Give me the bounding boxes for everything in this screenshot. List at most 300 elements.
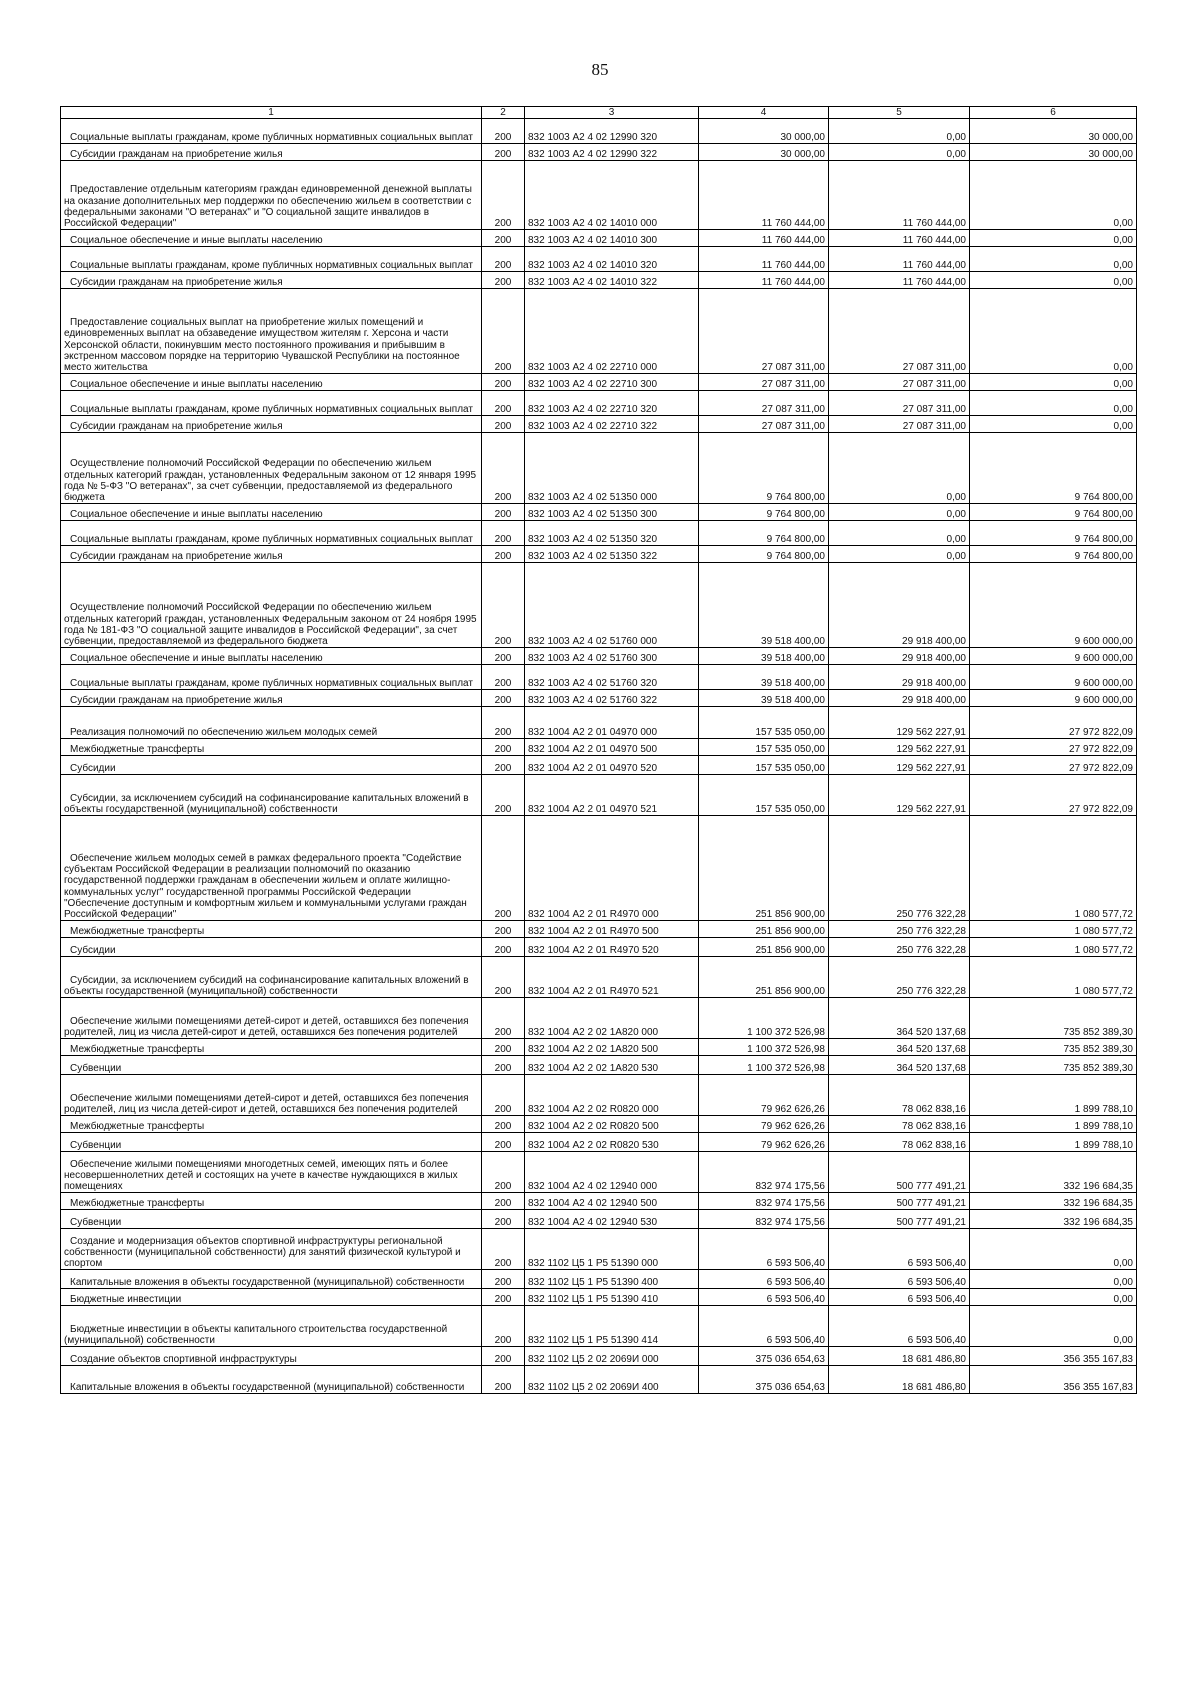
row-description	[61, 272, 482, 289]
row-value-col4: 9 764 800,00	[699, 521, 829, 546]
row-value-col4: 157 535 050,00	[699, 707, 829, 739]
row-value-col6: 0,00	[970, 1270, 1137, 1289]
row-value-col6: 356 355 167,83	[970, 1347, 1137, 1366]
row-description	[61, 546, 482, 563]
row-code: 832 1004 А2 2 02 1А820 000	[525, 998, 699, 1039]
col-header-3: 3	[525, 107, 699, 119]
row-value-col5: 0,00	[829, 521, 970, 546]
row-value-col6: 30 000,00	[970, 144, 1137, 161]
row-value-col6: 1 080 577,72	[970, 957, 1137, 998]
row-value-col5: 6 593 506,40	[829, 1270, 970, 1289]
row-value-col6: 0,00	[970, 391, 1137, 416]
row-value-col4: 79 962 626,26	[699, 1133, 829, 1152]
row-code: 832 1102 Ц5 2 02 2069И 400	[525, 1366, 699, 1394]
row-grbs: 200	[482, 374, 525, 391]
row-value-col4: 6 593 506,40	[699, 1306, 829, 1347]
row-description-text: Создание и модернизация объектов спортивной инфраструктуры региональной собственности (муниципальной собственности) для занятий физической культурой и спортом	[64, 1235, 461, 1269]
row-grbs: 200	[482, 1133, 525, 1152]
row-description	[61, 289, 482, 374]
table-row	[61, 1039, 1137, 1056]
row-value-col5: 29 918 400,00	[829, 648, 970, 665]
row-code: 832 1004 А2 2 02 R0820 000	[525, 1075, 699, 1116]
row-value-col5: 0,00	[829, 433, 970, 504]
row-code: 832 1003 А2 4 02 14010 320	[525, 247, 699, 272]
row-grbs: 200	[482, 1193, 525, 1210]
row-code: 832 1003 А2 4 02 51350 320	[525, 521, 699, 546]
row-value-col5: 78 062 838,16	[829, 1075, 970, 1116]
row-description-text: Субсидии, за исключением субсидий на софинансирование капитальных вложений в объекты государственной (муниципальной) собственности	[64, 974, 469, 997]
header-row	[61, 107, 1137, 119]
row-value-col4: 157 535 050,00	[699, 739, 829, 756]
row-value-col6: 9 600 000,00	[970, 563, 1137, 648]
col-header-5: 5	[829, 107, 970, 119]
row-description	[61, 1056, 482, 1075]
table-row	[61, 161, 1137, 230]
row-value-col4: 6 593 506,40	[699, 1229, 829, 1270]
row-description	[61, 247, 482, 272]
row-value-col4: 6 593 506,40	[699, 1289, 829, 1306]
row-value-col5: 250 776 322,28	[829, 957, 970, 998]
row-value-col6: 356 355 167,83	[970, 1366, 1137, 1394]
row-grbs: 200	[482, 1152, 525, 1193]
table-body	[61, 119, 1137, 1394]
table-row	[61, 1056, 1137, 1075]
row-grbs: 200	[482, 921, 525, 938]
row-description	[61, 433, 482, 504]
row-description-text: Межбюджетные трансферты	[70, 1198, 205, 1209]
row-value-col5: 129 562 227,91	[829, 707, 970, 739]
row-value-col5: 11 760 444,00	[829, 161, 970, 230]
row-grbs: 200	[482, 433, 525, 504]
row-grbs: 200	[482, 119, 525, 144]
row-value-col5: 500 777 491,21	[829, 1152, 970, 1193]
row-description-text: Создание объектов спортивной инфраструктуры	[70, 1354, 297, 1365]
row-code: 832 1003 А2 4 02 12990 322	[525, 144, 699, 161]
row-description-text: Социальные выплаты гражданам, кроме публичных нормативных социальных выплат	[70, 678, 473, 689]
table-row	[61, 938, 1137, 957]
row-value-col4: 832 974 175,56	[699, 1152, 829, 1193]
row-value-col5: 250 776 322,28	[829, 816, 970, 921]
table-row	[61, 546, 1137, 563]
row-value-col6: 0,00	[970, 416, 1137, 433]
row-value-col5: 11 760 444,00	[829, 230, 970, 247]
row-grbs: 200	[482, 144, 525, 161]
row-description-text: Капитальные вложения в объекты государственной (муниципальной) собственности	[70, 1277, 465, 1288]
row-description-text: Обеспечение жилыми помещениями детей-сирот и детей, оставшихся без попечения родителей, лиц из числа детей-сирот и детей, оставшихся без попечения родителей	[64, 1092, 469, 1115]
row-value-col5: 29 918 400,00	[829, 665, 970, 690]
row-value-col5: 0,00	[829, 119, 970, 144]
row-code: 832 1003 А2 4 02 51350 300	[525, 504, 699, 521]
row-code: 832 1004 А2 2 02 1А820 530	[525, 1056, 699, 1075]
row-value-col4: 27 087 311,00	[699, 391, 829, 416]
row-value-col6: 9 600 000,00	[970, 665, 1137, 690]
row-description	[61, 938, 482, 957]
row-description	[61, 1366, 482, 1394]
row-description	[61, 144, 482, 161]
row-value-col6: 0,00	[970, 272, 1137, 289]
col-header-1: 1	[61, 107, 482, 119]
row-code: 832 1004 А2 2 02 1А820 500	[525, 1039, 699, 1056]
row-description-text: Социальное обеспечение и иные выплаты населению	[70, 509, 323, 520]
row-description	[61, 161, 482, 230]
row-value-col4: 39 518 400,00	[699, 648, 829, 665]
row-grbs: 200	[482, 665, 525, 690]
row-code: 832 1102 Ц5 1 Р5 51390 414	[525, 1306, 699, 1347]
table-row	[61, 1229, 1137, 1270]
row-grbs: 200	[482, 272, 525, 289]
row-value-col5: 78 062 838,16	[829, 1133, 970, 1152]
row-grbs: 200	[482, 690, 525, 707]
row-description-text: Субвенции	[70, 1063, 122, 1074]
table-row	[61, 1306, 1137, 1347]
row-value-col5: 11 760 444,00	[829, 247, 970, 272]
row-description	[61, 690, 482, 707]
row-value-col6: 0,00	[970, 247, 1137, 272]
table-row	[61, 957, 1137, 998]
row-value-col5: 0,00	[829, 546, 970, 563]
row-value-col6: 1 080 577,72	[970, 938, 1137, 957]
row-code: 832 1003 А2 4 02 51760 320	[525, 665, 699, 690]
row-grbs: 200	[482, 1075, 525, 1116]
row-value-col6: 0,00	[970, 230, 1137, 247]
row-description	[61, 504, 482, 521]
table-row	[61, 1152, 1137, 1193]
row-value-col5: 129 562 227,91	[829, 756, 970, 775]
table-row	[61, 921, 1137, 938]
row-value-col6: 1 899 788,10	[970, 1075, 1137, 1116]
row-description-text: Обеспечение жильем молодых семей в рамках федерального проекта "Содействие субъектам Российской Федерации в реализации полномочий по оказанию государственной поддержки гражданам в обеспечении жильем и оплате жилищно-коммунальных услуг" государственной программы Российской Федерации "Обеспечение доступным и комфортным жильем и коммунальными услугами граждан Российской Федерации"	[64, 852, 467, 920]
row-grbs: 200	[482, 289, 525, 374]
row-description-text: Социальное обеспечение и иные выплаты населению	[70, 235, 323, 246]
row-code: 832 1102 Ц5 1 Р5 51390 400	[525, 1270, 699, 1289]
row-code: 832 1003 А2 4 02 14010 000	[525, 161, 699, 230]
row-code: 832 1004 А2 2 01 R4970 520	[525, 938, 699, 957]
row-value-col6: 735 852 389,30	[970, 998, 1137, 1039]
row-grbs: 200	[482, 648, 525, 665]
table-row	[61, 998, 1137, 1039]
row-grbs: 200	[482, 161, 525, 230]
row-description	[61, 775, 482, 816]
row-description-text: Предоставление социальных выплат на приобретение жилых помещений и единовременных выплат на обзаведение имуществом жителям г. Херсона и части Херсонской области, покинувшим место постоянного проживания и прибывшим в экстренном массовом порядке на территорию Чувашской Республики на постоянное место жительства	[64, 317, 460, 373]
row-description-text: Социальное обеспечение и иные выплаты населению	[70, 653, 323, 664]
row-description	[61, 1193, 482, 1210]
row-value-col6: 1 080 577,72	[970, 816, 1137, 921]
row-description-text: Субвенции	[70, 1217, 122, 1228]
table-row	[61, 272, 1137, 289]
row-value-col5: 250 776 322,28	[829, 938, 970, 957]
row-description	[61, 1039, 482, 1056]
row-value-col4: 157 535 050,00	[699, 756, 829, 775]
row-value-col4: 39 518 400,00	[699, 563, 829, 648]
row-grbs: 200	[482, 998, 525, 1039]
row-code: 832 1003 А2 4 02 22710 322	[525, 416, 699, 433]
row-value-col5: 364 520 137,68	[829, 1039, 970, 1056]
table-row	[61, 775, 1137, 816]
row-code: 832 1003 А2 4 02 22710 000	[525, 289, 699, 374]
row-value-col6: 30 000,00	[970, 119, 1137, 144]
row-description	[61, 665, 482, 690]
row-description-text: Межбюджетные трансферты	[70, 1121, 205, 1132]
row-value-col4: 6 593 506,40	[699, 1270, 829, 1289]
table-row	[61, 289, 1137, 374]
row-value-col4: 11 760 444,00	[699, 230, 829, 247]
row-value-col4: 375 036 654,63	[699, 1366, 829, 1394]
row-value-col5: 500 777 491,21	[829, 1193, 970, 1210]
row-value-col6: 9 764 800,00	[970, 433, 1137, 504]
row-description	[61, 1229, 482, 1270]
row-value-col4: 251 856 900,00	[699, 938, 829, 957]
row-code: 832 1003 А2 4 02 22710 300	[525, 374, 699, 391]
row-grbs: 200	[482, 1116, 525, 1133]
page-number: 85	[591, 60, 609, 79]
row-value-col5: 27 087 311,00	[829, 391, 970, 416]
row-code: 832 1102 Ц5 1 Р5 51390 410	[525, 1289, 699, 1306]
row-description	[61, 416, 482, 433]
row-code: 832 1004 А2 2 01 R4970 500	[525, 921, 699, 938]
row-value-col5: 6 593 506,40	[829, 1229, 970, 1270]
row-value-col5: 6 593 506,40	[829, 1306, 970, 1347]
row-description-text: Предоставление отдельным категориям граждан единовременной денежной выплаты на оказание дополнительных мер поддержки по обеспечению жильем в соответствии с федеральными законами "О ветеранах" и "О социальной защите инвалидов в Российской Федерации"	[64, 184, 472, 229]
row-description-text: Бюджетные инвестиции	[70, 1294, 182, 1305]
row-value-col5: 0,00	[829, 144, 970, 161]
row-value-col4: 27 087 311,00	[699, 416, 829, 433]
row-grbs: 200	[482, 391, 525, 416]
row-code: 832 1003 А2 4 02 14010 322	[525, 272, 699, 289]
row-value-col4: 832 974 175,56	[699, 1193, 829, 1210]
row-value-col6: 0,00	[970, 1289, 1137, 1306]
row-value-col5: 29 918 400,00	[829, 690, 970, 707]
row-grbs: 200	[482, 1289, 525, 1306]
row-grbs: 200	[482, 521, 525, 546]
table-row	[61, 665, 1137, 690]
row-description-text: Субвенции	[70, 1140, 122, 1151]
row-code: 832 1003 А2 4 02 51350 000	[525, 433, 699, 504]
row-value-col5: 27 087 311,00	[829, 374, 970, 391]
row-code: 832 1004 А2 2 01 R4970 000	[525, 816, 699, 921]
row-description-text: Субсидии гражданам на приобретение жилья	[70, 277, 283, 288]
row-code: 832 1004 А2 4 02 12940 530	[525, 1210, 699, 1229]
row-value-col6: 27 972 822,09	[970, 756, 1137, 775]
row-description	[61, 1210, 482, 1229]
row-value-col4: 11 760 444,00	[699, 247, 829, 272]
row-value-col4: 1 100 372 526,98	[699, 1056, 829, 1075]
col-header-2: 2	[482, 107, 525, 119]
row-value-col6: 1 899 788,10	[970, 1116, 1137, 1133]
table-row	[61, 144, 1137, 161]
row-value-col5: 27 087 311,00	[829, 289, 970, 374]
row-grbs: 200	[482, 1229, 525, 1270]
row-grbs: 200	[482, 1347, 525, 1366]
row-description-text: Социальные выплаты гражданам, кроме публичных нормативных социальных выплат	[70, 260, 473, 271]
row-description-text: Осуществление полномочий Российской Федерации по обеспечению жильем отдельных категорий граждан, установленных Федеральным законом от 24 ноября 1995 года № 181-ФЗ "О социальной защите инвалидов в Российской Федерации", за счет субвенции, предоставляемой из федерального бюджета	[64, 602, 477, 647]
table-row	[61, 1075, 1137, 1116]
row-value-col5: 364 520 137,68	[829, 1056, 970, 1075]
row-description-text: Субсидии, за исключением субсидий на софинансирование капитальных вложений в объекты государственной (муниципальной) собственности	[64, 792, 469, 815]
row-grbs: 200	[482, 1039, 525, 1056]
row-value-col6: 332 196 684,35	[970, 1152, 1137, 1193]
row-grbs: 200	[482, 546, 525, 563]
row-value-col4: 30 000,00	[699, 144, 829, 161]
row-value-col4: 251 856 900,00	[699, 816, 829, 921]
row-value-col4: 39 518 400,00	[699, 665, 829, 690]
row-value-col4: 27 087 311,00	[699, 289, 829, 374]
row-code: 832 1102 Ц5 1 Р5 51390 000	[525, 1229, 699, 1270]
row-grbs: 200	[482, 739, 525, 756]
row-grbs: 200	[482, 938, 525, 957]
row-value-col6: 1 080 577,72	[970, 921, 1137, 938]
row-description	[61, 957, 482, 998]
row-code: 832 1004 А2 2 01 04970 521	[525, 775, 699, 816]
row-value-col6: 27 972 822,09	[970, 739, 1137, 756]
row-description-text: Бюджетные инвестиции в объекты капитального строительства государственной (муниципальной) собственности	[64, 1323, 448, 1346]
table-row	[61, 690, 1137, 707]
row-code: 832 1003 А2 4 02 51760 000	[525, 563, 699, 648]
row-description-text: Субсидии гражданам на приобретение жилья	[70, 149, 283, 160]
row-value-col5: 78 062 838,16	[829, 1116, 970, 1133]
row-grbs: 200	[482, 1366, 525, 1394]
table-row	[61, 756, 1137, 775]
row-value-col5: 250 776 322,28	[829, 921, 970, 938]
row-grbs: 200	[482, 504, 525, 521]
row-value-col4: 39 518 400,00	[699, 690, 829, 707]
table-row	[61, 707, 1137, 739]
table-row	[61, 1289, 1137, 1306]
row-value-col5: 18 681 486,80	[829, 1347, 970, 1366]
row-code: 832 1004 А2 2 02 R0820 530	[525, 1133, 699, 1152]
row-grbs: 200	[482, 563, 525, 648]
row-value-col6: 0,00	[970, 1229, 1137, 1270]
row-value-col6: 9 764 800,00	[970, 546, 1137, 563]
budget-table	[60, 106, 1137, 1394]
row-code: 832 1003 А2 4 02 51350 322	[525, 546, 699, 563]
table-row	[61, 247, 1137, 272]
row-value-col4: 30 000,00	[699, 119, 829, 144]
row-value-col4: 9 764 800,00	[699, 546, 829, 563]
row-grbs: 200	[482, 230, 525, 247]
row-code: 832 1004 А2 2 02 R0820 500	[525, 1116, 699, 1133]
row-code: 832 1004 А2 4 02 12940 500	[525, 1193, 699, 1210]
table-row	[61, 1210, 1137, 1229]
row-code: 832 1003 А2 4 02 51760 322	[525, 690, 699, 707]
row-value-col4: 27 087 311,00	[699, 374, 829, 391]
row-value-col6: 0,00	[970, 161, 1137, 230]
row-value-col4: 9 764 800,00	[699, 433, 829, 504]
row-description	[61, 707, 482, 739]
row-value-col5: 500 777 491,21	[829, 1210, 970, 1229]
row-value-col4: 1 100 372 526,98	[699, 1039, 829, 1056]
row-description-text: Социальное обеспечение и иные выплаты населению	[70, 379, 323, 390]
row-value-col4: 11 760 444,00	[699, 161, 829, 230]
row-code: 832 1004 А2 2 01 04970 000	[525, 707, 699, 739]
row-code: 832 1003 А2 4 02 51760 300	[525, 648, 699, 665]
row-value-col5: 129 562 227,91	[829, 775, 970, 816]
row-description-text: Межбюджетные трансферты	[70, 926, 205, 937]
row-description-text: Обеспечение жилыми помещениями многодетных семей, имеющих пять и более несовершеннолетних детей и состоящих на учете в качестве нуждающихся в жилых помещениях	[64, 1158, 458, 1192]
row-description	[61, 119, 482, 144]
row-value-col4: 832 974 175,56	[699, 1210, 829, 1229]
row-value-col6: 0,00	[970, 1306, 1137, 1347]
row-description	[61, 921, 482, 938]
row-code: 832 1003 А2 4 02 14010 300	[525, 230, 699, 247]
table-row	[61, 563, 1137, 648]
col-header-4: 4	[699, 107, 829, 119]
row-description-text: Социальные выплаты гражданам, кроме публичных нормативных социальных выплат	[70, 404, 473, 415]
row-description	[61, 1306, 482, 1347]
table-row	[61, 1270, 1137, 1289]
row-description	[61, 1347, 482, 1366]
row-description	[61, 739, 482, 756]
row-description	[61, 756, 482, 775]
table-row	[61, 391, 1137, 416]
col-header-6: 6	[970, 107, 1137, 119]
row-value-col4: 79 962 626,26	[699, 1075, 829, 1116]
row-description-text: Реализация полномочий по обеспечению жильем молодых семей	[70, 727, 378, 738]
row-description	[61, 1270, 482, 1289]
row-value-col4: 79 962 626,26	[699, 1116, 829, 1133]
row-description-text: Субсидии гражданам на приобретение жилья	[70, 551, 283, 562]
row-value-col6: 332 196 684,35	[970, 1210, 1137, 1229]
row-grbs: 200	[482, 1270, 525, 1289]
row-value-col6: 27 972 822,09	[970, 775, 1137, 816]
row-description	[61, 1133, 482, 1152]
row-description-text: Социальные выплаты гражданам, кроме публичных нормативных социальных выплат	[70, 534, 473, 545]
row-description	[61, 563, 482, 648]
row-code: 832 1004 А2 2 01 04970 500	[525, 739, 699, 756]
row-description	[61, 1289, 482, 1306]
row-description	[61, 1152, 482, 1193]
row-value-col4: 1 100 372 526,98	[699, 998, 829, 1039]
row-value-col6: 9 600 000,00	[970, 690, 1137, 707]
row-value-col6: 1 899 788,10	[970, 1133, 1137, 1152]
row-description-text: Осуществление полномочий Российской Федерации по обеспечению жильем отдельных категорий граждан, установленных Федеральным законом от 12 января 1995 года № 5-ФЗ "О ветеранах", за счет субвенции, предоставляемой из федерального бюджета	[64, 458, 477, 503]
table-row	[61, 1193, 1137, 1210]
table-row	[61, 521, 1137, 546]
row-description-text: Капитальные вложения в объекты государственной (муниципальной) собственности	[70, 1382, 465, 1393]
row-value-col5: 29 918 400,00	[829, 563, 970, 648]
row-value-col6: 735 852 389,30	[970, 1039, 1137, 1056]
row-grbs: 200	[482, 957, 525, 998]
row-value-col4: 9 764 800,00	[699, 504, 829, 521]
row-description	[61, 648, 482, 665]
row-description	[61, 374, 482, 391]
table-row	[61, 1133, 1137, 1152]
row-value-col4: 251 856 900,00	[699, 957, 829, 998]
row-value-col5: 129 562 227,91	[829, 739, 970, 756]
row-description-text: Межбюджетные трансферты	[70, 1044, 205, 1055]
row-grbs: 200	[482, 1210, 525, 1229]
row-grbs: 200	[482, 1306, 525, 1347]
table-row	[61, 739, 1137, 756]
table-row	[61, 816, 1137, 921]
row-value-col6: 27 972 822,09	[970, 707, 1137, 739]
row-value-col5: 18 681 486,80	[829, 1366, 970, 1394]
row-description-text: Субсидии гражданам на приобретение жилья	[70, 695, 283, 706]
row-grbs: 200	[482, 816, 525, 921]
row-description	[61, 391, 482, 416]
row-grbs: 200	[482, 247, 525, 272]
row-value-col6: 9 600 000,00	[970, 648, 1137, 665]
row-value-col5: 27 087 311,00	[829, 416, 970, 433]
row-value-col6: 735 852 389,30	[970, 1056, 1137, 1075]
row-description-text: Межбюджетные трансферты	[70, 744, 205, 755]
row-value-col4: 157 535 050,00	[699, 775, 829, 816]
row-code: 832 1102 Ц5 2 02 2069И 000	[525, 1347, 699, 1366]
row-description	[61, 1116, 482, 1133]
row-grbs: 200	[482, 1056, 525, 1075]
row-code: 832 1004 А2 4 02 12940 000	[525, 1152, 699, 1193]
row-description	[61, 816, 482, 921]
table-row	[61, 504, 1137, 521]
